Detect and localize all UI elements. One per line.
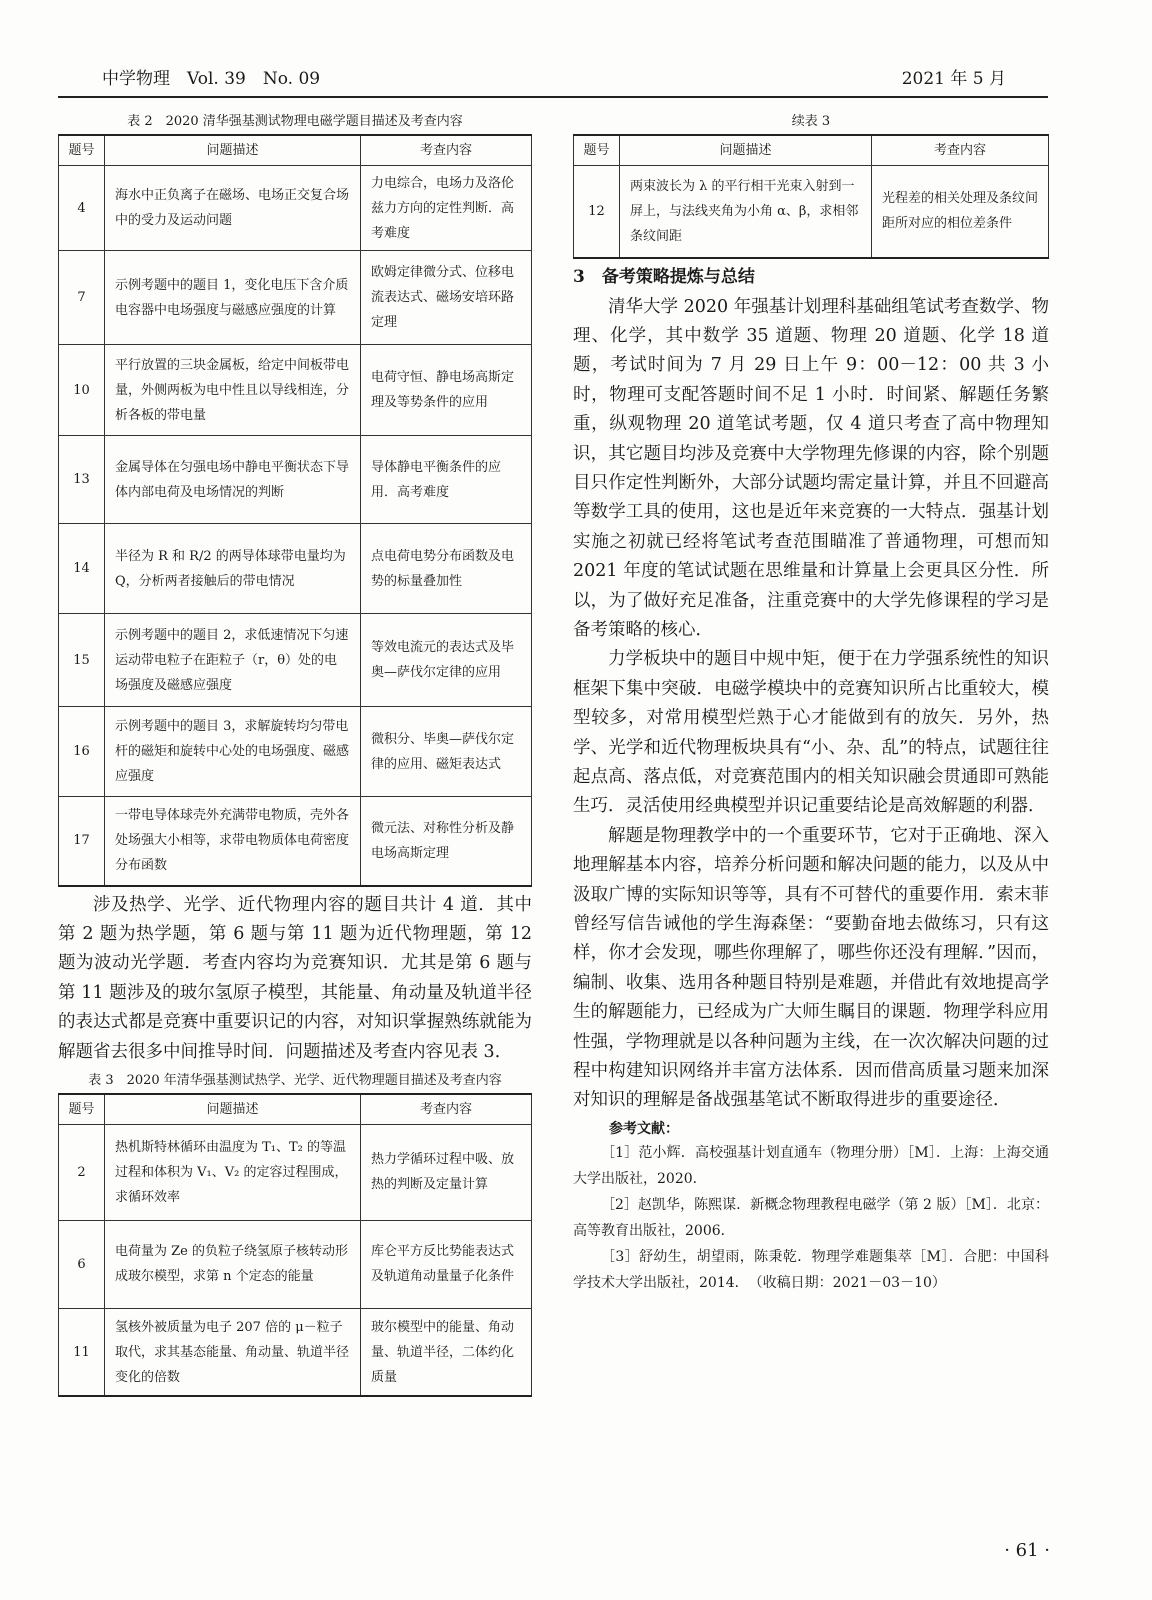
- table-header-row: [59, 135, 532, 166]
- question-description: 海水中正负离子在磁场、电场正交复合场中的受力及运动问题: [105, 166, 361, 251]
- question-description: 示例考题中的题目 1，变化电压下含介质电容器中电场强度与磁感应强度的计算: [105, 251, 361, 345]
- table-row: [59, 345, 532, 436]
- right-body-text: [573, 293, 1049, 1116]
- references-list: [573, 1140, 1049, 1296]
- table-row: [59, 1308, 532, 1396]
- question-description: 电荷量为 Ze 的负粒子绕氢原子核转动形成玻尔模型，求第 n 个定态的能量: [105, 1220, 361, 1308]
- col-header-description: 问题描述: [105, 1094, 361, 1125]
- table-row: [59, 797, 532, 886]
- table3: [58, 1093, 532, 1398]
- question-description: 金属导体在匀强电场中静电平衡状态下导体内部电荷及电场情况的判断: [105, 436, 361, 524]
- header-rule: [58, 96, 1048, 98]
- question-content: 热力学循环过程中吸、放热的判断及定量计算: [361, 1124, 532, 1220]
- paragraph: 涉及热学、光学、近代物理内容的题目共计 4 道．其中第 2 题为热学题，第 6 题与第 11 题为近代物理题，第 12 题为波动光学题．考查内容均为竞赛知识．尤其是第 6 题与第 11 题涉及的玻尔氢原子模型，其能量、角动量及轨道半径的表达式都是竞赛中重要识记的内容，对知识掌握熟练就能为解题省去很多中间推导时间．问题描述及考查内容见表 3．: [58, 894, 532, 1062]
- table-row: [59, 707, 532, 797]
- question-content: 等效电流元的表达式及毕奥—萨伐尔定律的应用: [361, 614, 532, 707]
- question-description: 半径为 R 和 R/2 的两导体球带电量均为 Q，分析两者接触后的带电情况: [105, 524, 361, 614]
- question-description: 热机斯特林循环由温度为 T₁、T₂ 的等温过程和体积为 V₁、V₂ 的定容过程围成，求循环效率: [105, 1124, 361, 1220]
- table2: [58, 134, 532, 887]
- table3-continued: [573, 134, 1049, 259]
- paragraph: 清华大学 2020 年强基计划理科基础组笔试考查数学、物理、化学，其中数学 35 道题、物理 20 道题、化学 18 道题，考试时间为 7 月 29 日上午 9：00－12：00 共 3 小时，物理可支配答题时间不足 1 小时．时间紧、解题任务繁重，纵观物理 20 道笔试考题，仅 4 道只考查了高中物理知识，其它题目均涉及竞赛中大学物理先修课的内容，除个别题目只作定性判断外，大部分试题均需定量计算，并且不回避高等数学工具的使用，这也是近年来竞赛的一大特点．强基计划实施之初就已经将笔试考查范围瞄准了普通物理，可想而知 2021 年度的笔试试题在思维量和计算量上会更具区分性．所以，为了做好充足准备，注重竞赛中的大学先修课程的学习是备考策略的核心．: [573, 296, 1049, 640]
- paragraph: 力学板块中的题目中规中矩，便于在力学强系统性的知识框架下集中突破．电磁学模块中的竞赛知识所占比重较大，模型较多，对常用模型烂熟于心才能做到有的放矢．另外，热学、光学和近代物理板块具有“小、杂、乱”的特点，试题往往起点高、落点低，对竞赛范围内的相关知识融会贯通即可熟能生巧．灵活使用经典模型并识记重要结论是高效解题的利器．: [573, 649, 1049, 817]
- question-content: 点电荷电势分布函数及电势的标量叠加性: [361, 524, 532, 614]
- question-number: 15: [59, 614, 105, 707]
- col-header-description: 问题描述: [105, 135, 361, 166]
- references-heading: 参考文献：: [609, 1120, 679, 1137]
- page-number: · 61 ·: [1004, 1540, 1050, 1561]
- left-column: [58, 110, 532, 1397]
- question-description: 示例考题中的题目 2，求低速情况下匀速运动带电粒子在距粒子（r，θ）处的电场强度及磁感应强度: [105, 614, 361, 707]
- col-header-number: 题号: [59, 1094, 105, 1125]
- question-number: 16: [59, 707, 105, 797]
- question-content: 光程差的相关处理及条纹间距所对应的相位差条件: [872, 166, 1049, 258]
- col-header-content: 考查内容: [361, 1094, 532, 1125]
- table-row: [59, 1124, 532, 1220]
- question-content: 电荷守恒、静电场高斯定理及等势条件的应用: [361, 345, 532, 436]
- question-number: 4: [59, 166, 105, 251]
- reference-item: ［3］舒幼生，胡望雨，陈秉乾．物理学难题集萃［M］．合肥：中国科学技术大学出版社，2014． （收稿日期：2021－03－10）: [573, 1248, 1049, 1291]
- paragraph: 解题是物理教学中的一个重要环节，它对于正确地、深入地理解基本内容，培养分析问题和解决问题的能力，以及从中汲取广博的实际知识等等，具有不可替代的重要作用．索末菲曾经写信告诫他的学生海森堡：“要勤奋地去做练习，只有这样，你才会发现，哪些你理解了，哪些你还没有理解．”因而，编制、收集、选用各种题目特别是难题，并借此有效地提高学生的解题能力，已经成为广大师生瞩目的课题．物理学科应用性强，学物理就是以各种问题为主线，在一次次解决问题的过程中构建知识网络并丰富方法体系．因而借高质量习题来加深对知识的理解是备战强基笔试不断取得进步的重要途径．: [573, 825, 1049, 1111]
- question-content: 导体静电平衡条件的应用．高考难度: [361, 436, 532, 524]
- col-header-description: 问题描述: [620, 135, 872, 166]
- table-row: [59, 436, 532, 524]
- question-content: 微元法、对称性分析及静电场高斯定理: [361, 797, 532, 886]
- table2-caption: 表 2 2020 清华强基测试物理电磁学题目描述及考查内容: [127, 114, 463, 129]
- table3-caption: 表 3 2020 年清华强基测试热学、光学、近代物理题目描述及考查内容: [88, 1072, 502, 1088]
- col-header-number: 题号: [574, 135, 620, 166]
- question-content: 玻尔模型中的能量、角动量、轨道半径，二体约化质量: [361, 1308, 532, 1396]
- table-row: [59, 251, 532, 345]
- right-column: [573, 110, 1049, 1296]
- col-header-content: 考查内容: [361, 135, 532, 166]
- question-description: 一带电导体球壳外充满带电物质，壳外各处场强大小相等，求带电物质体电荷密度分布函数: [105, 797, 361, 886]
- question-content: 库仑平方反比势能表达式及轨道角动量量子化条件: [361, 1220, 532, 1308]
- running-header: [58, 60, 1048, 90]
- journal-info: 中学物理 Vol. 39 No. 09: [102, 69, 321, 89]
- question-description: 示例考题中的题目 3，求解旋转均匀带电杆的磁矩和旋转中心处的电场强度、磁感应强度: [105, 707, 361, 797]
- table-row: [59, 614, 532, 707]
- reference-item: ［2］赵凯华，陈熙谋．新概念物理教程电磁学（第 2 版）［M］．北京：高等教育出版社，2006．: [573, 1196, 1049, 1239]
- question-description: 平行放置的三块金属板，给定中间板带电量，外侧两板为电中性且以导线相连，分析各板的带电量: [105, 345, 361, 436]
- table-row: [59, 1220, 532, 1308]
- table-header-row: [59, 1094, 532, 1125]
- col-header-number: 题号: [59, 135, 105, 166]
- question-number: 2: [59, 1124, 105, 1220]
- question-number: 12: [574, 166, 620, 258]
- question-number: 14: [59, 524, 105, 614]
- table3-cont-caption: 续表 3: [791, 114, 831, 129]
- question-number: 6: [59, 1220, 105, 1308]
- question-number: 7: [59, 251, 105, 345]
- issue-date: 2021 年 5 月: [901, 69, 1006, 89]
- question-description: 氢核外被质量为电子 207 倍的 μ－粒子取代，求其基态能量、角动量、轨道半径变化的倍数: [105, 1308, 361, 1396]
- left-body-text: [58, 891, 532, 1067]
- question-number: 17: [59, 797, 105, 886]
- question-number: 13: [59, 436, 105, 524]
- section-heading: 3 备考策略提炼与总结: [573, 266, 755, 287]
- question-number: 10: [59, 345, 105, 436]
- col-header-content: 考查内容: [872, 135, 1049, 166]
- reference-item: ［1］范小辉．高校强基计划直通车（物理分册）［M］．上海：上海交通大学出版社，2020．: [573, 1144, 1049, 1187]
- table-header-row: [574, 135, 1049, 166]
- question-number: 11: [59, 1308, 105, 1396]
- question-content: 力电综合，电场力及洛伦兹力方向的定性判断．高考难度: [361, 166, 532, 251]
- table-row: [59, 524, 532, 614]
- table-row: [59, 166, 532, 251]
- question-content: 微积分、毕奥—萨伐尔定律的应用、磁矩表达式: [361, 707, 532, 797]
- question-content: 欧姆定律微分式、位移电流表达式、磁场安培环路定理: [361, 251, 532, 345]
- question-description: 两束波长为 λ 的平行相干光束入射到一屏上，与法线夹角为小角 α、β，求相邻条纹间距: [620, 166, 872, 258]
- table-row: [574, 166, 1049, 258]
